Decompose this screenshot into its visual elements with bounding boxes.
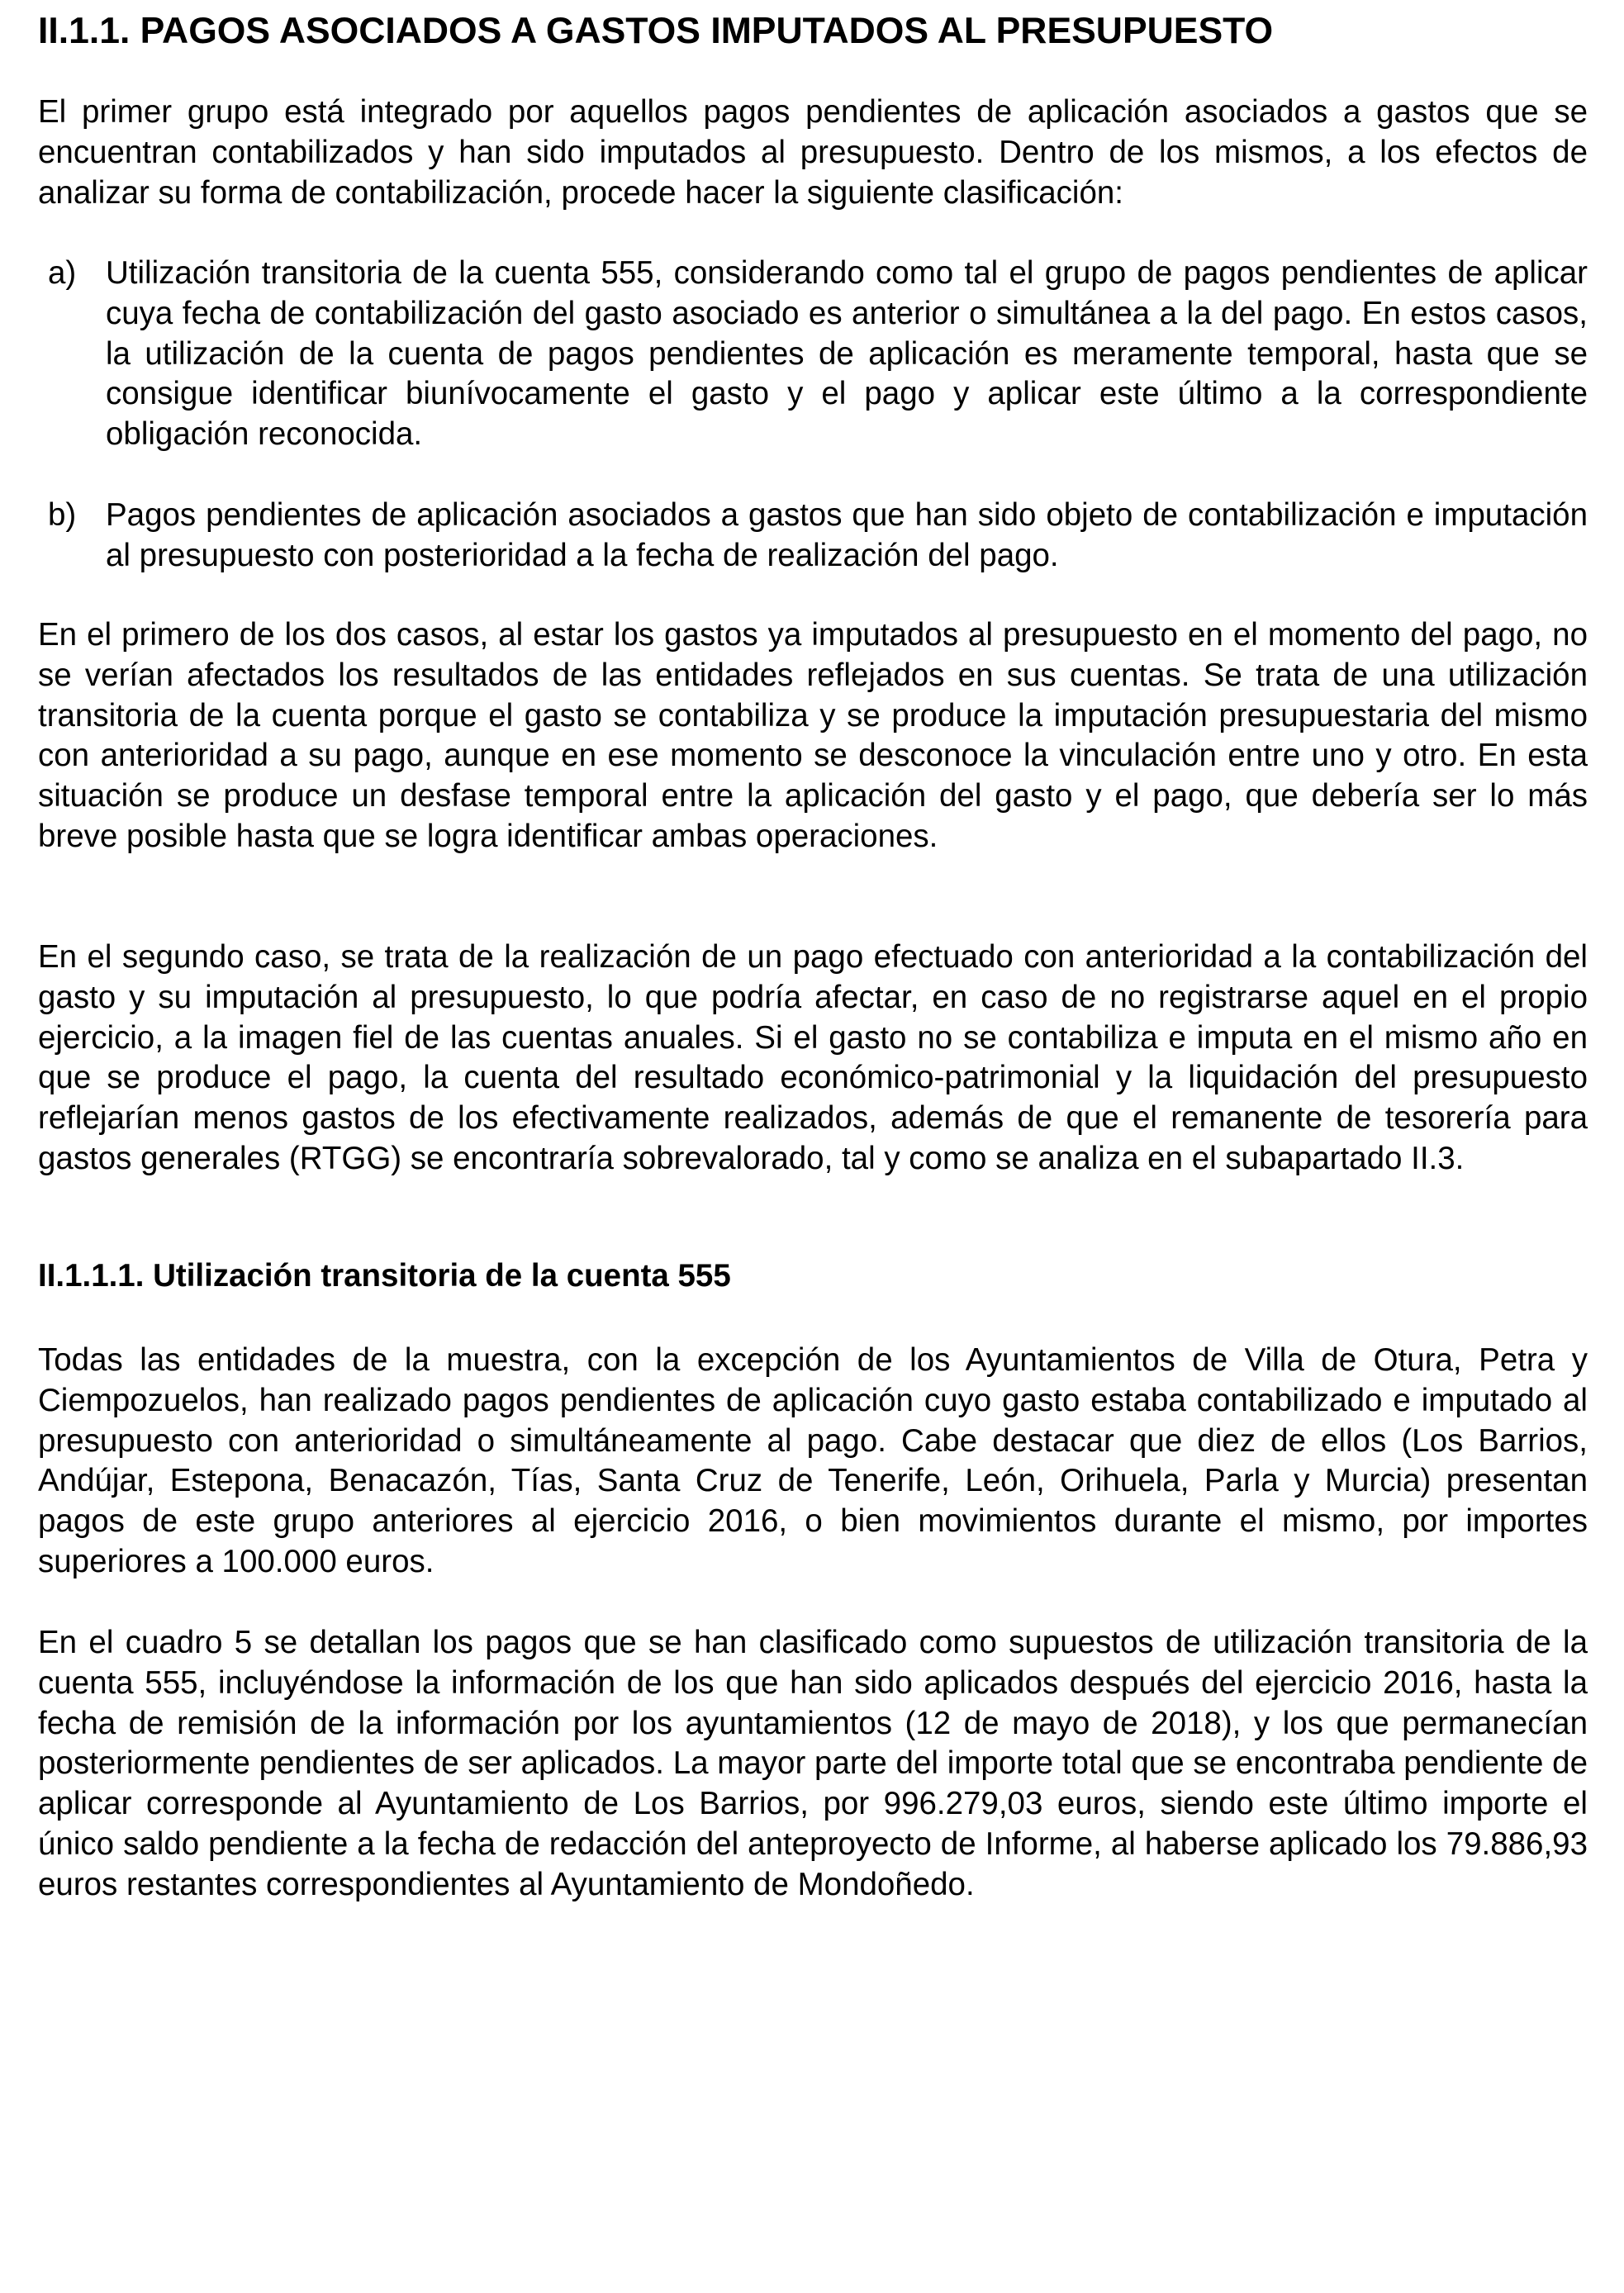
section-heading: II.1.1. PAGOS ASOCIADOS A GASTOS IMPUTADOS AL PRESUPUESTO	[38, 11, 1274, 51]
cuadro-paragraph: En el cuadro 5 se detallan los pagos que se han clasificado como supuestos de utilización transitoria de la cuenta 555, incluyéndose la información de los que han sido aplicados después del ejercicio 2016, hasta la fecha de remisión de la información por los ayuntamientos (12 de mayo de 2018), y los que permanecían posteriormente pendientes de ser aplicados. La mayor parte del importe total que se encontraba pendiente de aplicar corresponde al Ayuntamiento de Los Barrios, por 996.279,03 euros, siendo este último importe el único saldo pendiente a la fecha de redacción del anteproyecto de Informe, al haberse aplicado los 79.886,93 euros restantes correspondientes al Ayuntamiento de Mondoñedo.	[38, 1625, 1588, 1902]
list-marker: b)	[48, 497, 77, 533]
first-case-paragraph: En el primero de los dos casos, al estar los gastos ya imputados al presupuesto en el momento del pago, no se verían afectados los resultados de las entidades reflejados en sus cuentas. Se trata de una utilización transitoria de la cuenta porque el gasto se contabiliza y se produce la imputación presupuestaria del mismo con anterioridad a su pago, aunque en ese momento se desconoce la vinculación entre uno y otro. En esta situación se produce un desfase temporal entre la aplicación del gasto y el pago, que debería ser lo más breve posible hasta que se logra identificar ambas operaciones.	[38, 617, 1588, 854]
list-item-b	[48, 496, 1588, 577]
list-item-a	[48, 254, 1588, 455]
list-marker: a)	[48, 255, 77, 291]
list-item-text: Pagos pendientes de aplicación asociados a gastos que han sido objeto de contabilización e imputación al presupuesto con posterioridad a la fecha de realización del pago.	[106, 497, 1588, 573]
second-case-paragraph: En el segundo caso, se trata de la realización de un pago efectuado con anterioridad a la contabilización del gasto y su imputación al presupuesto, lo que podría afectar, en caso de no registrarse aquel en el propio ejercicio, a la imagen fiel de las cuentas anuales. Si el gasto no se contabiliza e imputa en el mismo año en que se produce el pago, la cuenta del resultado económico-patrimonial y la liquidación del presupuesto reflejarían menos gastos de los efectivamente realizados, además de que el remanente de tesorería para gastos generales (RTGG) se encontraría sobrevalorado, tal y como se analiza en el subapartado II.3.	[38, 939, 1588, 1176]
entities-paragraph: Todas las entidades de la muestra, con la excepción de los Ayuntamientos de Villa de Otura, Petra y Ciempozuelos, han realizado pagos pendientes de aplicación cuyo gasto estaba contabilizado e imputado al presupuesto con anterioridad o simultáneamente al pago. Cabe destacar que diez de ellos (Los Barrios, Andújar, Estepona, Benacazón, Tías, Santa Cruz de Tenerife, León, Orihuela, Parla y Murcia) presentan pagos de este grupo anteriores al ejercicio 2016, o bien movimientos durante el mismo, por importes superiores a 100.000 euros.	[38, 1342, 1588, 1579]
list-item-text: Utilización transitoria de la cuenta 555, considerando como tal el grupo de pagos pendientes de aplicar cuya fecha de contabilización del gasto asociado es anterior o simultánea a la del pago. En estos casos, la utilización de la cuenta de pagos pendientes de aplicación es meramente temporal, hasta que se consigue identificar biunívocamente el gasto y el pago y aplicar este último a la correspondiente obligación reconocida.	[106, 255, 1588, 453]
intro-paragraph: El primer grupo está integrado por aquellos pagos pendientes de aplicación asociados a gastos que se encuentran contabilizados y han sido imputados al presupuesto. Dentro de los mismos, a los efectos de analizar su forma de contabilización, procede hacer la siguiente clasificación:	[38, 94, 1588, 211]
subsection-heading: II.1.1.1. Utilización transitoria de la cuenta 555	[38, 1258, 731, 1294]
